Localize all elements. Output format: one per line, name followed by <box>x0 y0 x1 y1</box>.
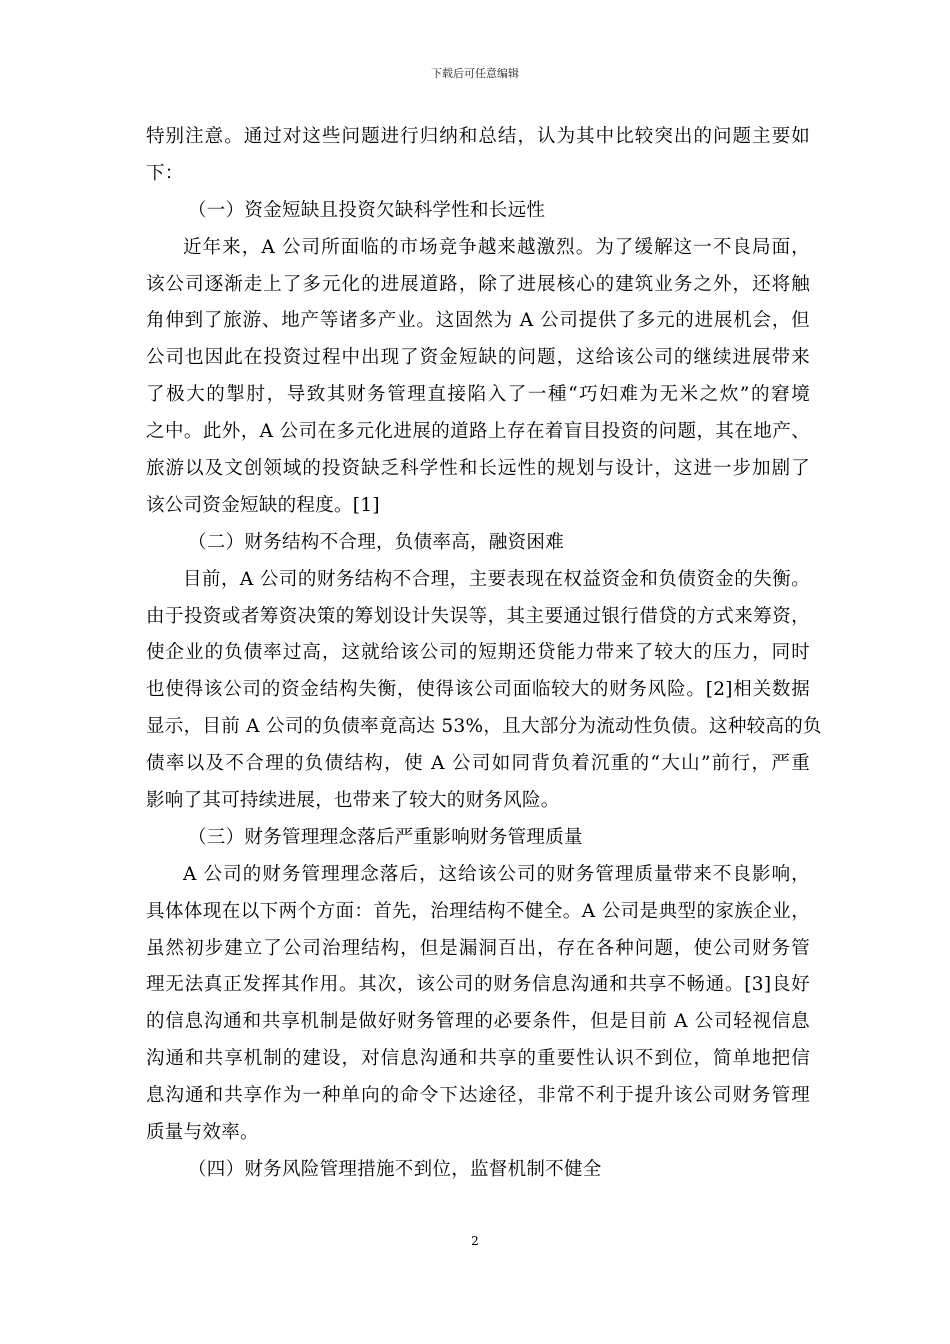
paragraph-line: 具体体现在以下两个方面：首先，治理结构不健全。A 公司是典型的家族企业， <box>146 900 810 922</box>
paragraph-line: 理无法真正发挥其作用。其次，该公司的财务信息沟通和共享不畅通。[3]良好 <box>146 974 810 996</box>
paragraph-line: 息沟通和共享作为一种单向的命令下达途径，非常不利于提升该公司财务管理 <box>146 1085 810 1107</box>
paragraph-line: 影响了其可持续进展，也带来了较大的财务风险。 <box>146 790 560 812</box>
section-heading: （三）财务管理理念落后严重影响财务管理质量 <box>188 826 583 848</box>
paragraph-line: 目前，A 公司的财务结构不合理，主要表现在权益资金和负债资金的失衡。 <box>183 568 810 590</box>
document-body <box>146 119 822 1189</box>
paragraph-line: 下： <box>146 162 184 184</box>
paragraph-line: 该公司资金短缺的程度。[1] <box>146 494 380 516</box>
page-number: 2 <box>471 1234 479 1248</box>
paragraph-line: 角伸到了旅游、地产等诸多产业。这固然为 A 公司提供了多元的进展机会，但 <box>146 310 810 332</box>
paragraph-line: 特别注意。通过对这些问题进行归纳和总结，认为其中比较突出的问题主要如 <box>146 126 810 147</box>
paragraph-line: A 公司的财务管理理念落后，这给该公司的财务管理质量带来不良影响， <box>183 863 810 885</box>
paragraph-line: 该公司逐渐走上了多元化的进展道路，除了进展核心的建筑业务之外，还将触 <box>146 273 810 295</box>
paragraph-line: 沟通和共享机制的建设，对信息沟通和共享的重要性认识不到位，简单地把信 <box>146 1048 810 1070</box>
section-heading: （一）资金短缺且投资欠缺科学性和长远性 <box>188 199 546 221</box>
section-heading: （四）财务风险管理措施不到位，监督机制不健全 <box>188 1158 602 1180</box>
page-header: 下载后可任意编辑 <box>431 67 519 80</box>
paragraph-line: 近年来，A 公司所面临的市场竞争越来越激烈。为了缓解这一不良局面， <box>183 236 810 258</box>
paragraph-line: 公司也因此在投资过程中出现了资金短缺的问题，这给该公司的继续进展带来 <box>146 347 810 369</box>
paragraph-line: 之中。此外，A 公司在多元化进展的道路上存在着盲目投资的问题，其在地产、 <box>146 421 810 443</box>
paragraph-line: 的信息沟通和共享机制是做好财务管理的必要条件，但是目前 A 公司轻视信息 <box>146 1011 810 1033</box>
paragraph-line: 质量与效率。 <box>146 1122 259 1144</box>
paragraph-line: 使企业的负债率过高，这就给该公司的短期还贷能力带来了较大的压力，同时 <box>146 642 810 664</box>
paragraph-line: 债率以及不合理的负债结构，使 A 公司如同背负着沉重的“大山”前行，严重 <box>146 753 810 775</box>
paragraph-line: 虽然初步建立了公司治理结构，但是漏洞百出，存在各种问题，使公司财务管 <box>146 937 810 959</box>
paragraph-line: 了极大的掣肘，导致其财务管理直接陷入了一種“巧妇难为无米之炊”的窘境 <box>146 384 810 406</box>
paragraph-line: 显示，目前 A 公司的负债率竟高达 53%，且大部分为流动性负债。这种较高的负 <box>146 716 822 738</box>
section-heading: （二）财务结构不合理，负债率高，融资困难 <box>188 531 565 553</box>
paragraph-line: 旅游以及文创领域的投资缺乏科学性和长远性的规划与设计，这进一步加剧了 <box>146 458 810 480</box>
paragraph-line: 也使得该公司的资金结构失衡，使得该公司面临较大的财务风险。[2]相关数据 <box>146 679 810 701</box>
paragraph-line: 由于投资或者筹资决策的筹划设计失误等，其主要通过银行借贷的方式来筹资， <box>146 605 810 627</box>
